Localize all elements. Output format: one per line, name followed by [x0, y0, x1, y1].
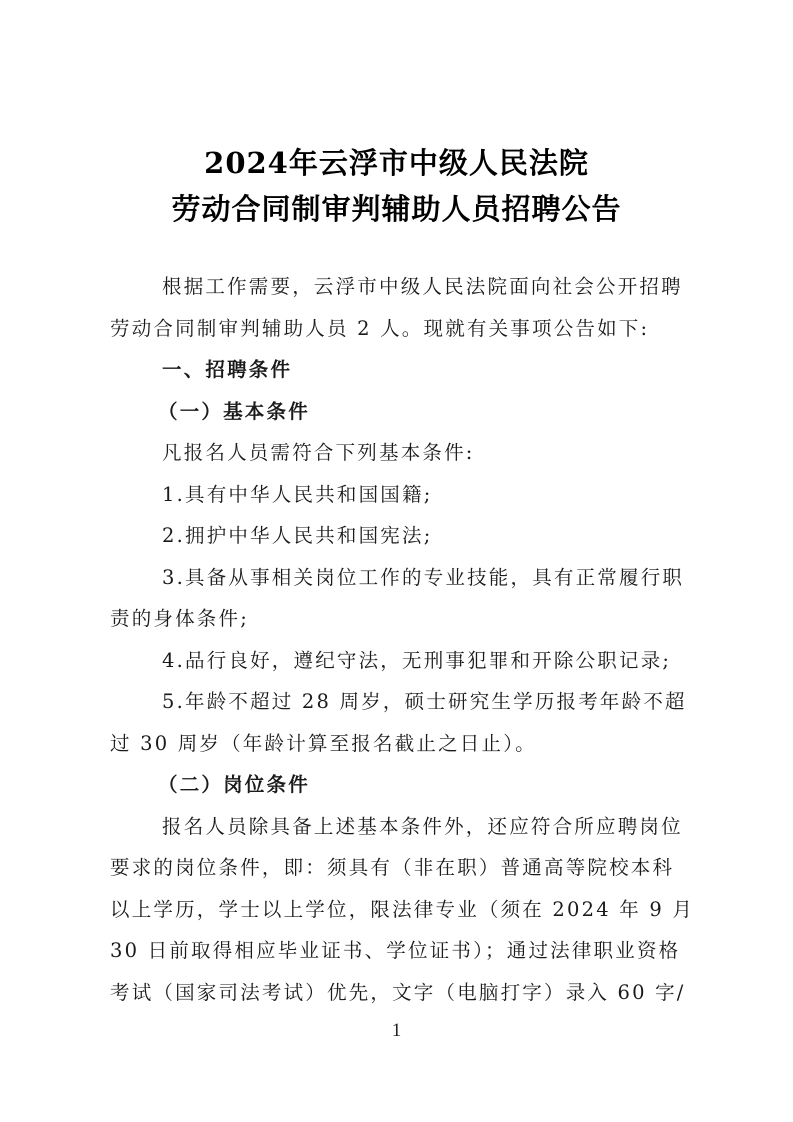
condition-3-continued: 责的身体条件; — [110, 607, 249, 630]
condition-3: 3.具备从事相关岗位工作的专业技能，具有正常履行职 — [162, 565, 685, 589]
title-line-1: 2024年云浮市中级人民法院 — [204, 146, 589, 180]
position-text-line-2: 要求的岗位条件，即：须具有（非在职）普通高等院校本科 — [110, 856, 675, 879]
subsection-heading-basic-conditions: （一）基本条件 — [158, 399, 310, 423]
page-number: 1 — [391, 1020, 402, 1041]
subsection-heading-position-conditions: （二）岗位条件 — [158, 773, 310, 796]
condition-5-continued: 过 30 周岁（年龄计算至报名截止之日止）。 — [110, 731, 537, 755]
intro-line-2: 劳动合同制审判辅助人员 2 人。现就有关事项公告如下: — [110, 316, 650, 340]
intro-line-1: 根据工作需要，云浮市中级人民法院面向社会公开招聘 — [162, 275, 683, 298]
condition-2: 2.拥护中华人民共和国宪法; — [162, 524, 433, 547]
document-body — [110, 266, 700, 1013]
title-line-2: 劳动合同制审判辅助人员招聘公告 — [171, 192, 622, 226]
condition-5: 5.年龄不超过 28 周岁，硕士研究生学历报考年龄不超 — [162, 690, 687, 713]
document-title — [0, 140, 793, 232]
basic-conditions-lead: 凡报名人员需符合下列基本条件: — [162, 441, 475, 464]
position-text-line-5: 考试（国家司法考试）优先，文字（电脑打字）录入 60 字/ — [110, 980, 686, 1004]
condition-1: 1.具有中华人民共和国国籍; — [162, 482, 433, 506]
condition-4: 4.品行良好，遵纪守法，无刑事犯罪和开除公职记录; — [162, 648, 672, 672]
position-text-line-1: 报名人员除具备上述基本条件外，还应符合所应聘岗位 — [162, 814, 683, 838]
position-text-line-3: 以上学历，学士以上学位，限法律专业（须在 2024 年 9 月 — [110, 897, 695, 921]
section-heading-recruitment-conditions: 一、招聘条件 — [162, 358, 293, 381]
position-text-line-4: 30 日前取得相应毕业证书、学位证书）；通过法律职业资格 — [110, 939, 681, 962]
